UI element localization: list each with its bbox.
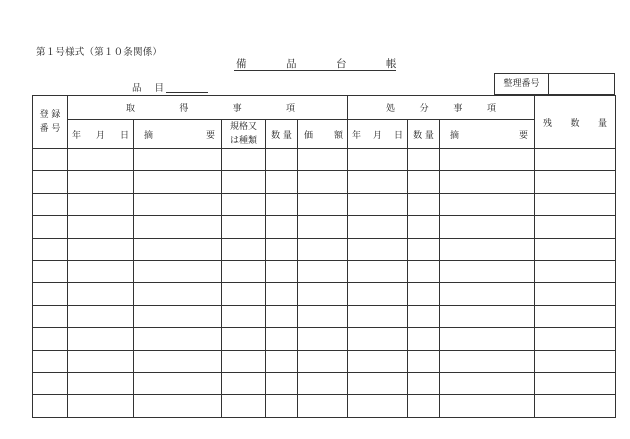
table-row <box>33 395 616 417</box>
header-row-1 <box>33 96 616 120</box>
acq-price-cell[interactable] <box>298 350 348 372</box>
disp-summary-cell[interactable] <box>440 149 535 171</box>
acq-summary-1: 摘 <box>144 130 154 141</box>
disp-summary-cell[interactable] <box>440 216 535 238</box>
form-number: 第１号様式（第１０条関係） <box>36 47 163 58</box>
disp-date-cell[interactable] <box>348 372 408 394</box>
item-label: 品 目 <box>132 83 170 94</box>
acq-spec-cell[interactable] <box>222 260 266 282</box>
reg-no-cell[interactable] <box>33 283 68 305</box>
acq-spec-cell[interactable] <box>222 283 266 305</box>
reg-no-cell[interactable] <box>33 149 68 171</box>
acq-char-1: 取 <box>126 104 136 114</box>
acq-spec-cell[interactable] <box>222 216 266 238</box>
acq-quantity-cell[interactable] <box>266 149 298 171</box>
disp-summary-2: 要 <box>518 130 528 141</box>
disp-quantity-cell[interactable] <box>408 216 440 238</box>
reg-no-cell[interactable] <box>33 350 68 372</box>
reg-no-cell[interactable] <box>33 328 68 350</box>
acq-spec-header <box>222 120 266 149</box>
acq-quantity-cell[interactable] <box>266 328 298 350</box>
title-char-2: 品 <box>286 58 297 70</box>
acq-price-cell[interactable] <box>298 193 348 215</box>
acq-price-cell[interactable] <box>298 216 348 238</box>
acq-spec-cell[interactable] <box>222 305 266 327</box>
acq-quantity-cell[interactable] <box>266 283 298 305</box>
acq-price-2: 額 <box>333 130 343 141</box>
acq-spec-cell[interactable] <box>222 328 266 350</box>
table-row <box>33 305 616 327</box>
disp-quantity-cell[interactable] <box>408 328 440 350</box>
rem-char-1: 残 <box>543 118 553 129</box>
acq-quantity-cell[interactable] <box>266 260 298 282</box>
title-char-4: 帳 <box>386 58 397 70</box>
acq-summary-header <box>134 120 222 149</box>
table-row <box>33 260 616 282</box>
disp-summary-header <box>440 120 535 149</box>
acq-summary-cell[interactable] <box>134 171 222 193</box>
reg-no-cell[interactable] <box>33 238 68 260</box>
disp-char-3: 事 <box>453 104 463 114</box>
acq-spec-line2: は種類 <box>229 136 257 146</box>
acq-spec-cell[interactable] <box>222 149 266 171</box>
title-underline <box>234 70 396 71</box>
acq-quantity-header: 数 量 <box>266 120 298 149</box>
remaining-cell[interactable] <box>535 216 616 238</box>
disp-date-cell[interactable] <box>348 305 408 327</box>
disp-day: 日 <box>393 130 403 141</box>
acq-date-cell[interactable] <box>68 149 134 171</box>
acq-quantity-cell[interactable] <box>266 372 298 394</box>
acq-summary-cell[interactable] <box>134 328 222 350</box>
remaining-cell[interactable] <box>535 149 616 171</box>
disp-quantity-cell[interactable] <box>408 238 440 260</box>
disp-month: 月 <box>372 130 382 141</box>
disp-date-cell[interactable] <box>348 395 408 417</box>
acq-price-cell[interactable] <box>298 260 348 282</box>
acq-spec-cell[interactable] <box>222 395 266 417</box>
disp-summary-cell[interactable] <box>440 260 535 282</box>
disp-quantity-cell[interactable] <box>408 149 440 171</box>
acq-summary-cell[interactable] <box>134 283 222 305</box>
ledger-table <box>32 95 616 418</box>
item-fill-line[interactable] <box>166 92 208 93</box>
disp-quantity-cell[interactable] <box>408 305 440 327</box>
disp-date-cell[interactable] <box>348 149 408 171</box>
rem-char-3: 量 <box>597 118 607 129</box>
ledger-body <box>33 149 616 418</box>
remaining-cell[interactable] <box>535 305 616 327</box>
disp-quantity-cell[interactable] <box>408 283 440 305</box>
remaining-cell[interactable] <box>535 283 616 305</box>
acq-summary-cell[interactable] <box>134 305 222 327</box>
acq-quantity-cell[interactable] <box>266 350 298 372</box>
disp-date-cell[interactable] <box>348 216 408 238</box>
acq-price-header <box>298 120 348 149</box>
acq-date-cell[interactable] <box>68 328 134 350</box>
header-row-2 <box>33 120 616 149</box>
remaining-cell[interactable] <box>535 372 616 394</box>
acq-price-cell[interactable] <box>298 305 348 327</box>
disp-quantity-cell[interactable] <box>408 395 440 417</box>
acq-spec-cell[interactable] <box>222 372 266 394</box>
table-row <box>33 193 616 215</box>
disp-char-1: 処 <box>386 104 396 114</box>
remaining-cell[interactable] <box>535 193 616 215</box>
disp-date-header <box>348 120 408 149</box>
acq-summary-cell[interactable] <box>134 149 222 171</box>
reg-no-cell[interactable] <box>33 193 68 215</box>
disp-summary-cell[interactable] <box>440 305 535 327</box>
reg-no-cell[interactable] <box>33 372 68 394</box>
acq-price-1: 価 <box>304 130 314 141</box>
title-char-1: 備 <box>236 58 247 70</box>
disp-quantity-header: 数 量 <box>408 120 440 149</box>
ref-number-box <box>494 73 615 95</box>
acq-price-cell[interactable] <box>298 283 348 305</box>
acq-date-cell[interactable] <box>68 260 134 282</box>
acq-summary-cell[interactable] <box>134 193 222 215</box>
disp-date-cell[interactable] <box>348 193 408 215</box>
disp-date-cell[interactable] <box>348 328 408 350</box>
acq-date-cell[interactable] <box>68 238 134 260</box>
acq-date-cell[interactable] <box>68 372 134 394</box>
disp-quantity-cell[interactable] <box>408 372 440 394</box>
acq-date-cell[interactable] <box>68 283 134 305</box>
acq-price-cell[interactable] <box>298 372 348 394</box>
disp-summary-1: 摘 <box>450 130 460 141</box>
acq-date-cell[interactable] <box>68 216 134 238</box>
acq-price-cell[interactable] <box>298 171 348 193</box>
acq-spec-cell[interactable] <box>222 350 266 372</box>
reg-no-cell[interactable] <box>33 305 68 327</box>
table-row <box>33 149 616 171</box>
disp-year: 年 <box>352 130 362 141</box>
reg-no-line2: 番 号 <box>39 124 61 134</box>
reg-no-cell[interactable] <box>33 171 68 193</box>
disp-date-cell[interactable] <box>348 283 408 305</box>
disp-summary-cell[interactable] <box>440 171 535 193</box>
acq-date-cell[interactable] <box>68 193 134 215</box>
disp-summary-cell[interactable] <box>440 350 535 372</box>
acq-quantity-cell[interactable] <box>266 238 298 260</box>
ref-number-field[interactable] <box>549 74 614 94</box>
acq-quantity-cell[interactable] <box>266 193 298 215</box>
ref-number-label: 整理番号 <box>495 74 549 94</box>
disp-char-2: 分 <box>419 104 429 114</box>
acq-quantity-cell[interactable] <box>266 216 298 238</box>
disp-quantity-cell[interactable] <box>408 171 440 193</box>
reg-no-line1: 登 録 <box>39 110 61 120</box>
acq-char-2: 得 <box>179 104 189 114</box>
disp-quantity-cell[interactable] <box>408 260 440 282</box>
reg-no-cell[interactable] <box>33 395 68 417</box>
disp-summary-cell[interactable] <box>440 238 535 260</box>
table-row <box>33 216 616 238</box>
acq-spec-line1: 規格又 <box>229 122 257 132</box>
disp-summary-cell[interactable] <box>440 372 535 394</box>
disp-date-cell[interactable] <box>348 350 408 372</box>
acq-summary-cell[interactable] <box>134 238 222 260</box>
acq-spec-cell[interactable] <box>222 193 266 215</box>
acq-char-4: 項 <box>285 104 295 114</box>
disp-summary-cell[interactable] <box>440 283 535 305</box>
reg-no-cell[interactable] <box>33 260 68 282</box>
reg-no-header <box>33 96 68 149</box>
remaining-cell[interactable] <box>535 328 616 350</box>
acq-date-header <box>68 120 134 149</box>
acq-summary-cell[interactable] <box>134 350 222 372</box>
remaining-cell[interactable] <box>535 238 616 260</box>
acq-date-cell[interactable] <box>68 171 134 193</box>
table-row <box>33 350 616 372</box>
acq-summary-cell[interactable] <box>134 372 222 394</box>
acq-year: 年 <box>72 130 82 141</box>
acq-date-cell[interactable] <box>68 305 134 327</box>
acq-month: 月 <box>95 130 105 141</box>
acq-price-cell[interactable] <box>298 149 348 171</box>
acq-char-3: 事 <box>232 104 242 114</box>
table-row <box>33 283 616 305</box>
acq-summary-2: 要 <box>205 130 215 141</box>
acq-quantity-cell[interactable] <box>266 171 298 193</box>
disp-quantity-cell[interactable] <box>408 193 440 215</box>
rem-char-2: 数 <box>570 118 580 129</box>
remaining-cell[interactable] <box>535 260 616 282</box>
acquisition-header <box>68 96 348 120</box>
remaining-cell[interactable] <box>535 350 616 372</box>
acq-date-cell[interactable] <box>68 350 134 372</box>
acq-price-cell[interactable] <box>298 328 348 350</box>
table-row <box>33 372 616 394</box>
title-char-3: 台 <box>336 58 347 70</box>
disp-summary-cell[interactable] <box>440 328 535 350</box>
acq-day: 日 <box>119 130 129 141</box>
acq-quantity-cell[interactable] <box>266 305 298 327</box>
table-row <box>33 171 616 193</box>
acq-price-cell[interactable] <box>298 395 348 417</box>
acq-date-cell[interactable] <box>68 395 134 417</box>
disp-date-cell[interactable] <box>348 238 408 260</box>
remaining-cell[interactable] <box>535 171 616 193</box>
acq-summary-cell[interactable] <box>134 260 222 282</box>
disp-summary-cell[interactable] <box>440 395 535 417</box>
remaining-cell[interactable] <box>535 395 616 417</box>
disp-date-cell[interactable] <box>348 260 408 282</box>
acq-price-cell[interactable] <box>298 238 348 260</box>
acq-spec-cell[interactable] <box>222 238 266 260</box>
disp-quantity-cell[interactable] <box>408 350 440 372</box>
acq-summary-cell[interactable] <box>134 216 222 238</box>
table-row <box>33 328 616 350</box>
acq-spec-cell[interactable] <box>222 171 266 193</box>
remaining-header <box>535 96 616 149</box>
acq-quantity-cell[interactable] <box>266 395 298 417</box>
acq-summary-cell[interactable] <box>134 395 222 417</box>
disp-summary-cell[interactable] <box>440 193 535 215</box>
table-row <box>33 238 616 260</box>
disp-date-cell[interactable] <box>348 171 408 193</box>
reg-no-cell[interactable] <box>33 216 68 238</box>
disp-char-4: 項 <box>486 104 496 114</box>
disposal-header <box>348 96 535 120</box>
